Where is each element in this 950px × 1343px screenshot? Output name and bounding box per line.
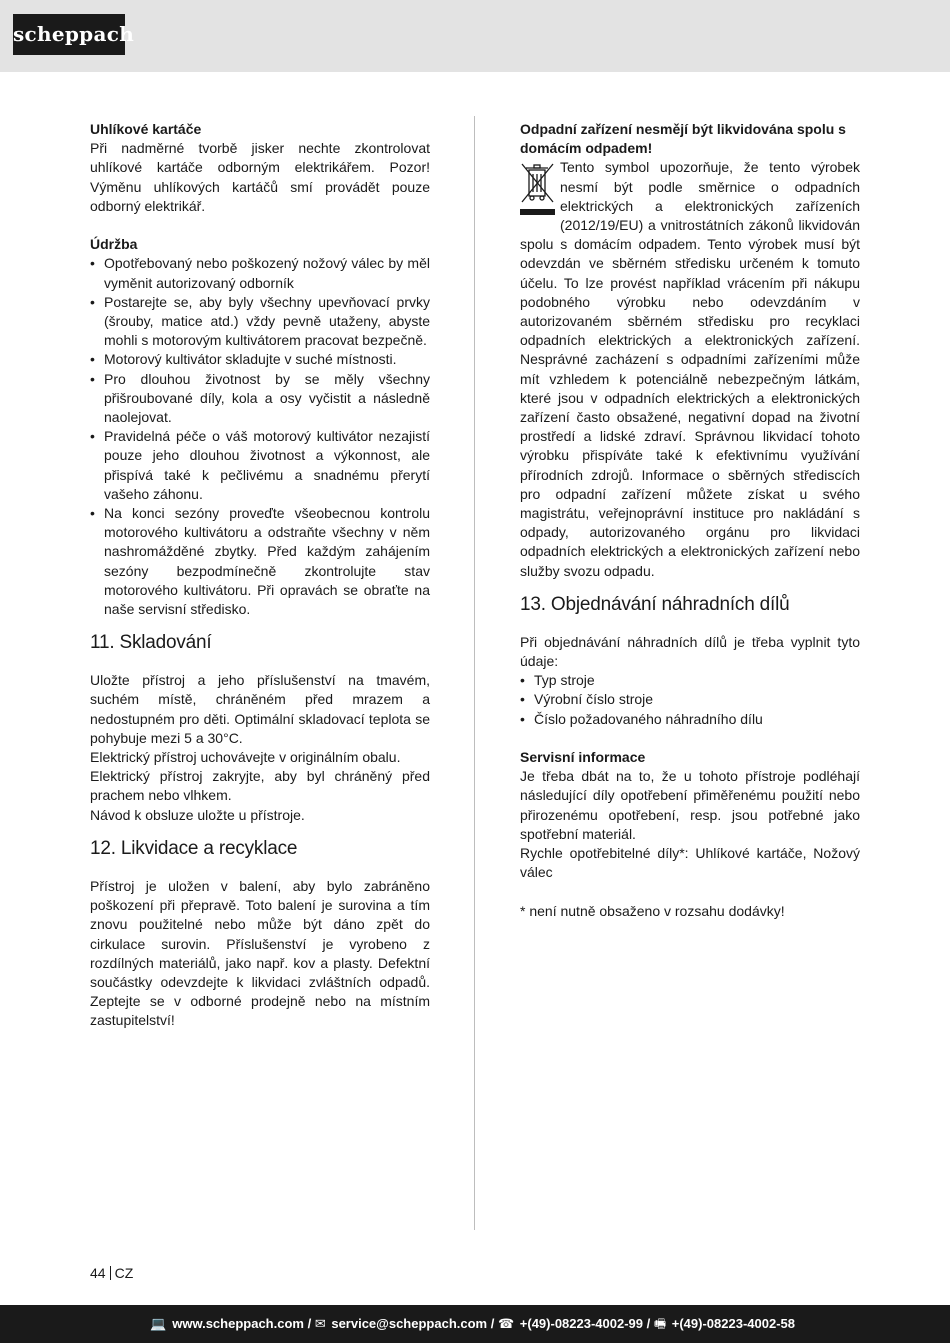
crossed-bin-icon: [520, 160, 556, 220]
disposal-paragraph: Přístroj je uložen v balení, aby bylo zabráněno poškození při přepravě. Toto balení je surovina a tím znovu použitelné nebo může být dáno zpět do cirkulace surovin. Příslušenství je vyrobeno z rozdílných materiálů, jako např. kov a plasty. Defektní součástky odevzdejte k likvidaci zvláštních odpadů. Zeptejte se v odborné prodejně nebo na místním zastupitelství!: [90, 877, 430, 1029]
weee-heading: Odpadní zařízení nesmějí být likvidována spolu s domácím odpadem!: [520, 121, 846, 157]
list-item: • Pro dlouhou životnost by se měly všechny přišroubované díly, kola a osy vyčistit a následně naolejovat.: [90, 370, 430, 428]
weee-text: Tento symbol upozorňuje, že tento výrobek nesmí být podle směrnice o odpadních elektrických a elektronických zařízeních (2012/19/EU) a vnitrostátních zákonů likvidován spolu s domácím odpadem. Tento výrobek musí být odevzdán ve sběrném středisku určeném k tomuto účelu. To lze provést například vrácením při nákupu podobného výrobku nebo odevzdáním v autorizovaném sběrném středisku pro recyklaci odpadních elektrických a elektronických zařízení. Nesprávné zacházení s odpadními zařízeními může mít vzhledem k potenciálně nebezpečným látkám, které jsou v odpadních elektrických a elektronických zařízení často obsažené, negativní dopad na životní prostředí a lidské zdraví. Správnou likvidací tohoto výrobku přispíváte také k efektivnímu využívání přírodních zdrojů. Informace o sběrných střediscích pro odpadní zařízení můžete získat u svého magistrátu, veřejnoprávní instituce pro nakládání s odpady, autorizovaného orgánu pro likvidaci odpadních elektrických a elektronických zařízení nebo služby svozu odpadu.: [520, 159, 860, 579]
contact-bar: [0, 1305, 950, 1343]
computer-icon: 💻: [150, 1316, 167, 1331]
brand-logo: [13, 14, 135, 55]
list-item: • Na konci sezóny proveďte všeobecnou kontrolu motorového kultivátoru a odstraňte všechny v něm nashromážděné zbytky. Před každým zahájením sezóny bezpodmínečně zkontrolujte stav motorového kultivátoru. Při opravách se obraťte na naše servisní středisko.: [90, 504, 430, 619]
maintenance-list: [90, 254, 430, 619]
list-item: • Postarejte se, aby byly všechny upevňovací prvky (šrouby, matice atd.) vždy pevně utaženy, abyste mohli s motorovým kultivátorem pracovat bezpečně.: [90, 293, 430, 351]
maintenance-heading: Údržba: [90, 236, 138, 253]
page-number: [90, 1264, 133, 1282]
language-code: CZ: [114, 1265, 134, 1281]
section-11-title: 11. Skladování: [90, 632, 212, 654]
left-column: [90, 120, 430, 1031]
delivery-note: * není nutně obsaženo v rozsahu dodávky!: [520, 902, 785, 919]
wear-parts-text: Rychle opotřebitelné díly*: Uhlíkové kartáče, Nožový válec: [520, 845, 860, 881]
list-item: • Číslo požadovaného náhradního dílu: [520, 710, 860, 729]
storage-paragraph: Elektrický přístroj zakryjte, aby byl chráněný před prachem nebo vlhkem.: [90, 768, 430, 804]
fax-icon: 🖷: [653, 1316, 667, 1331]
storage-paragraph: Návod k obsluze uložte u přístroje.: [90, 806, 305, 823]
page-number-value: 44: [90, 1265, 106, 1281]
contact-line: [150, 1305, 795, 1343]
column-divider: [474, 116, 475, 1230]
section-13-title: 13. Objednávání náhradních dílů: [520, 593, 790, 615]
list-item: • Pravidelná péče o váš motorový kultivátor nezajistí pouze jeho dlouhou životnost a výkonnost, ale přispívá také k pečlivému a snadnému přerytí vašeho záhonu.: [90, 427, 430, 504]
list-item: • Motorový kultivátor skladujte v suché místnosti.: [90, 350, 430, 369]
email-link[interactable]: service@scheppach.com /: [331, 1316, 495, 1331]
list-item: • Výrobní číslo stroje: [520, 690, 860, 709]
carbon-brushes-text: Při nadměrné tvorbě jisker nechte zkontrolovat uhlíkové kartáče odborným elektrikářem. Pozor! Výměnu uhlíkových kartáčů smí provádět pouze odborný elektrikář.: [90, 140, 430, 214]
service-heading: Servisní informace: [520, 749, 646, 766]
section-12-title: 12. Likvidace a recyklace: [90, 837, 298, 859]
spare-parts-intro: Při objednávání náhradních dílů je třeba vyplnit tyto údaje:: [520, 633, 860, 670]
website-link[interactable]: www.scheppach.com /: [172, 1316, 312, 1331]
phone-number: +(49)-08223-4002-99 /: [519, 1316, 651, 1331]
storage-paragraph: Uložte přístroj a jeho příslušenství na tmavém, suchém místě, chráněném před mrazem a nedostupném pro děti. Optimální skladovací teplota se pohybuje mezi 5 a 30°C.: [90, 672, 430, 746]
brand-logo-text: scheppach: [13, 22, 135, 46]
storage-paragraph: Elektrický přístroj uchovávejte v originálním obalu.: [90, 749, 401, 766]
right-column: [520, 120, 860, 921]
page-number-separator: [110, 1266, 111, 1280]
phone-icon: ☎: [497, 1316, 515, 1331]
list-item: • Typ stroje: [520, 671, 860, 690]
page-header: [0, 0, 950, 72]
service-text: Je třeba dbát na to, že u tohoto přístroje podléhají následující díly opotřebení přiměřenému použití nebo přirozenému opotřebení, resp. jsou potřebné jako spotřební materiál.: [520, 768, 860, 842]
fax-number: +(49)-08223-4002-58: [671, 1316, 795, 1331]
mail-icon: ✉: [314, 1316, 326, 1331]
carbon-brushes-heading: Uhlíkové kartáče: [90, 121, 202, 137]
list-item: • Opotřebovaný nebo poškozený nožový válec by měl vyměnit autorizovaný odborník: [90, 254, 430, 292]
spare-parts-list: [520, 671, 860, 729]
